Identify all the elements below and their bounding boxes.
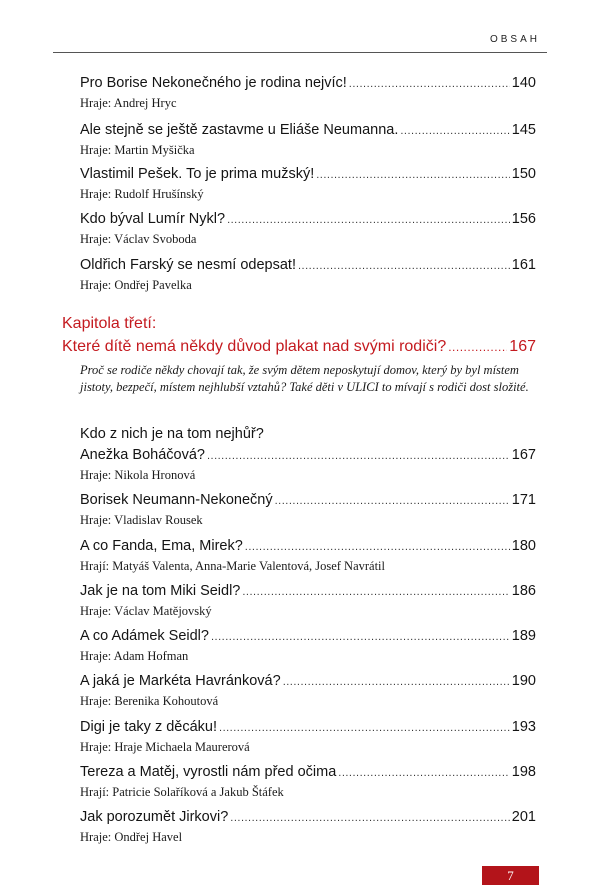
entry-cast: Hraje: Vladislav Rousek [80, 513, 203, 527]
section-header: OBSAH [489, 34, 540, 45]
toc-entry[interactable] [80, 256, 536, 293]
entry-title: Vlastimil Pešek. To je prima mužský! [80, 166, 315, 182]
entry-cast: Hraje: Berenika Kohoutová [80, 694, 219, 708]
entry-page-number: 201 [511, 809, 536, 825]
entry-title: Jak porozumět Jirkovi? [80, 809, 229, 825]
header-rule [53, 52, 547, 53]
entry-cast: Hraje: Václav Svoboda [80, 232, 197, 246]
toc-entry[interactable] [80, 582, 536, 619]
leader-dots [207, 447, 510, 465]
entry-title-line [80, 627, 536, 646]
leader-dots [245, 538, 510, 556]
entry-title-line [80, 582, 536, 601]
leader-dots [283, 673, 510, 691]
entry-page-number: 189 [511, 628, 536, 644]
entry-page-number: 186 [511, 583, 536, 599]
leader-dots [448, 336, 507, 358]
entry-title: Oldřich Farský se nesmí odepsat! [80, 257, 296, 273]
entry-cast: Hrají: Matyáš Valenta, Anna-Marie Valentová, Josef Navrátil [80, 559, 386, 573]
entry-title-line [80, 537, 536, 556]
entry-page-number: 156 [511, 211, 536, 227]
entry-title-line [80, 446, 536, 465]
entry-title-line [80, 491, 536, 510]
entry-title: Digi je taky z děcáku! [80, 719, 218, 735]
entry-title-line [80, 763, 536, 782]
entry-cast: Hraje: Ondřej Pavelka [80, 278, 192, 292]
entry-cast: Hraje: Hraje Michaela Maurerová [80, 740, 250, 754]
leader-dots [349, 75, 510, 93]
entry-title-line [80, 165, 536, 184]
entry-title: A jaká je Markéta Havránková? [80, 673, 281, 689]
toc-entry[interactable] [80, 672, 536, 709]
leader-dots [338, 764, 510, 782]
entry-title-line [80, 718, 536, 737]
toc-entry[interactable] [80, 121, 536, 158]
entry-page-number: 171 [511, 492, 536, 508]
leader-dots [227, 211, 510, 229]
toc-entry[interactable] [80, 446, 536, 483]
toc-entry[interactable] [80, 74, 536, 111]
entry-title-line [80, 74, 536, 93]
leader-dots [316, 166, 510, 184]
entry-title-line [80, 121, 536, 140]
entry-page-number: 150 [511, 166, 536, 182]
entry-page-number: 161 [511, 257, 536, 273]
entry-title: Borisek Neumann-Nekonečný [80, 492, 273, 508]
entry-page-number: 198 [511, 764, 536, 780]
toc-entry[interactable] [80, 210, 536, 247]
chapter-title-line [62, 336, 536, 358]
entry-title: Ale stejně se ještě zastavme u Eliáše Neumanna. [80, 122, 399, 138]
toc-entry[interactable] [80, 627, 536, 664]
chapter-heading[interactable] [62, 314, 536, 358]
leader-dots [298, 257, 510, 275]
entry-cast: Hraje: Andrej Hryc [80, 96, 177, 110]
leader-dots [230, 809, 510, 827]
entry-title: Kdo býval Lumír Nykl? [80, 211, 226, 227]
entry-title-line [80, 256, 536, 275]
entry-title-line [80, 808, 536, 827]
entry-title-line [80, 210, 536, 229]
chapter-page-number: 167 [509, 338, 536, 355]
entry-page-number: 193 [511, 719, 536, 735]
entry-title: Jak je na tom Miki Seidl? [80, 583, 241, 599]
section-subheading: Kdo z nich je na tom nejhůř? [80, 426, 264, 442]
entry-cast: Hraje: Rudolf Hrušínský [80, 187, 204, 201]
toc-entry[interactable] [80, 808, 536, 845]
entry-cast: Hrají: Patricie Solaříková a Jakub Štáfek [80, 785, 284, 799]
entry-title: A co Fanda, Ema, Mirek? [80, 538, 243, 554]
page-number: 7 [507, 867, 514, 883]
entry-title: Pro Borise Nekonečného je rodina nejvíc! [80, 75, 347, 91]
entry-cast: Hraje: Martin Myšička [80, 143, 195, 157]
toc-entry[interactable] [80, 718, 536, 755]
toc-entry[interactable] [80, 537, 536, 574]
entry-cast: Hraje: Václav Matějovský [80, 604, 212, 618]
entry-title: Tereza a Matěj, vyrostli nám před očima [80, 764, 337, 780]
entry-page-number: 180 [511, 538, 536, 554]
leader-dots [211, 628, 510, 646]
entry-cast: Hraje: Adam Hofman [80, 649, 189, 663]
entry-page-number: 190 [511, 673, 536, 689]
page-number-box [482, 866, 539, 885]
leader-dots [219, 719, 510, 737]
chapter-intro: Proč se rodiče někdy chovají tak, že svým dětem neposkytují domov, který by byl místem jistoty, bezpečí, místem nejhlubší vztahů? Také děti v ULICI to mívají s rodiči dost složité. [80, 363, 529, 394]
leader-dots [400, 122, 509, 140]
toc-entry[interactable] [80, 763, 536, 800]
leader-dots [275, 492, 510, 510]
entry-page-number: 140 [511, 75, 536, 91]
entry-page-number: 167 [511, 447, 536, 463]
entry-cast: Hraje: Nikola Hronová [80, 468, 196, 482]
chapter-title: Které dítě nemá někdy důvod plakat nad svými rodiči? [62, 338, 447, 355]
entry-title-line [80, 672, 536, 691]
toc-entry[interactable] [80, 491, 536, 528]
leader-dots [242, 583, 509, 601]
entry-page-number: 145 [511, 122, 536, 138]
entry-cast: Hraje: Ondřej Havel [80, 830, 183, 844]
entry-title: A co Adámek Seidl? [80, 628, 209, 644]
chapter-label: Kapitola třetí: [62, 315, 157, 332]
entry-title: Anežka Boháčová? [80, 447, 205, 463]
toc-entry[interactable] [80, 165, 536, 202]
